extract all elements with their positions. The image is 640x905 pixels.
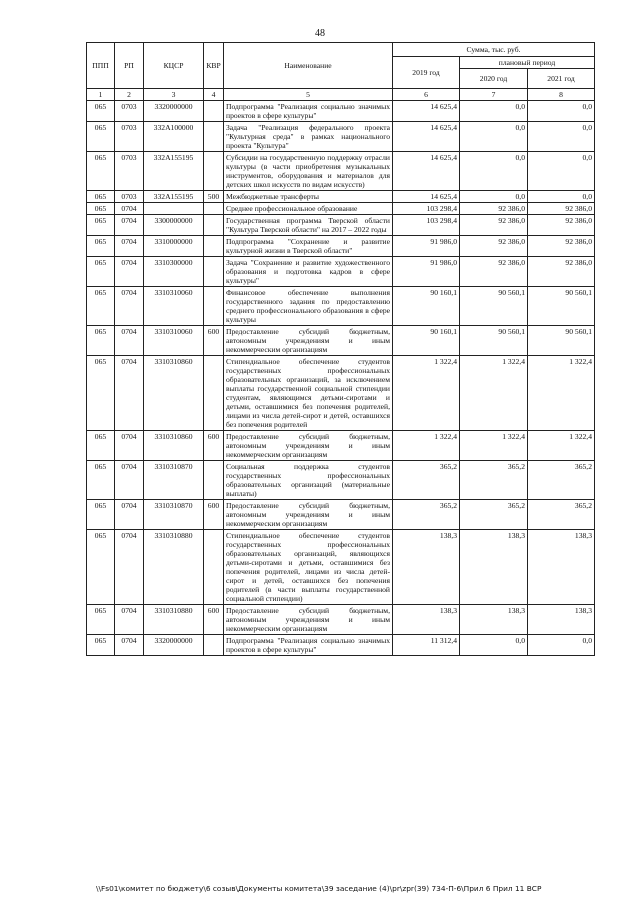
cell-name: Среднее профессиональное образование (224, 203, 393, 215)
table-row (87, 215, 595, 236)
cell-kvr (204, 530, 224, 605)
cell-kcsr: 3310000000 (144, 236, 204, 257)
cell-kcsr: 3310310060 (144, 287, 204, 326)
header-ppp: ППП (87, 43, 115, 89)
header-rp: РП (115, 43, 144, 89)
cell-amount-2019: 14 625,4 (393, 152, 460, 191)
table-header (87, 43, 595, 101)
cell-ppp: 065 (87, 152, 115, 191)
cell-name: Государственная программа Тверской области "Культура Тверской области" на 2017 – 2022 годы (224, 215, 393, 236)
column-number: 2 (115, 89, 144, 101)
cell-amount-2019: 11 312,4 (393, 635, 460, 656)
cell-rp: 0704 (115, 326, 144, 356)
cell-kcsr: 3310310870 (144, 500, 204, 530)
cell-amount-2019: 14 625,4 (393, 191, 460, 203)
cell-amount-2020: 0,0 (460, 635, 528, 656)
cell-amount-2019: 365,2 (393, 461, 460, 500)
table-row (87, 635, 595, 656)
cell-amount-2019: 1 322,4 (393, 356, 460, 431)
table-row (87, 356, 595, 431)
cell-rp: 0704 (115, 257, 144, 287)
cell-kvr: 600 (204, 431, 224, 461)
cell-kvr (204, 287, 224, 326)
table-row (87, 530, 595, 605)
cell-kcsr: 3310310860 (144, 431, 204, 461)
table-row (87, 326, 595, 356)
cell-amount-2020: 0,0 (460, 191, 528, 203)
cell-ppp: 065 (87, 461, 115, 500)
cell-amount-2019: 90 160,1 (393, 326, 460, 356)
cell-amount-2020: 92 386,0 (460, 203, 528, 215)
cell-amount-2020: 90 560,1 (460, 287, 528, 326)
cell-amount-2021: 92 386,0 (528, 257, 595, 287)
cell-name: Стипендиальное обеспечение студентов государственных профессиональных образовательных организаций, за исключением выплаты государственной социальной стипендии студентам, являющимся детьми-сиротами и детьми, оставшимися без попечения родителей, лицами из числа детей-сирот и детей, оставшихся без попечения родителей (224, 356, 393, 431)
cell-name: Социальная поддержка студентов государственных профессиональных образовательных организаций (материальные выплаты) (224, 461, 393, 500)
table-row (87, 122, 595, 152)
cell-amount-2019: 90 160,1 (393, 287, 460, 326)
cell-kcsr (144, 203, 204, 215)
header-year-2021: 2021 год (528, 69, 595, 89)
cell-kvr: 600 (204, 500, 224, 530)
cell-kvr: 600 (204, 326, 224, 356)
column-number: 6 (393, 89, 460, 101)
cell-amount-2021: 0,0 (528, 101, 595, 122)
column-number: 1 (87, 89, 115, 101)
cell-amount-2021: 0,0 (528, 122, 595, 152)
cell-ppp: 065 (87, 101, 115, 122)
cell-kvr: 600 (204, 605, 224, 635)
cell-name: Предоставление субсидий бюджетным, автономным учреждениям и иным некоммерческим организациям (224, 500, 393, 530)
cell-rp: 0704 (115, 635, 144, 656)
cell-kvr (204, 356, 224, 431)
cell-amount-2019: 103 298,4 (393, 215, 460, 236)
cell-ppp: 065 (87, 500, 115, 530)
cell-name: Предоставление субсидий бюджетным, автономным учреждениям и иным некоммерческим организациям (224, 431, 393, 461)
cell-amount-2020: 365,2 (460, 500, 528, 530)
cell-amount-2019: 103 298,4 (393, 203, 460, 215)
cell-name: Стипендиальное обеспечение студентов государственных профессиональных образовательных организаций, являющихся детьми-сиротами и детьми, оставшимися без попечения родителей, лицами из числа детей-сирот и детей, оставшихся без попечения родителей (в части выплаты государственной социальной стипендии) (224, 530, 393, 605)
table-row (87, 203, 595, 215)
cell-amount-2020: 1 322,4 (460, 431, 528, 461)
table-row (87, 101, 595, 122)
footer-file-path: \\Fs01\комитет по бюджету\6 созыв\Документы комитета\39 заседание (4)\pr\zpr(39) 734-П-6\Прил 6 Прил 11 ВСР (96, 884, 542, 893)
column-number: 5 (224, 89, 393, 101)
cell-amount-2020: 138,3 (460, 605, 528, 635)
cell-kcsr: 3310310060 (144, 326, 204, 356)
cell-amount-2021: 0,0 (528, 152, 595, 191)
cell-kvr (204, 461, 224, 500)
cell-rp: 0704 (115, 356, 144, 431)
cell-kvr (204, 203, 224, 215)
cell-rp: 0704 (115, 431, 144, 461)
budget-table (86, 42, 595, 656)
cell-amount-2019: 14 625,4 (393, 101, 460, 122)
cell-amount-2021: 90 560,1 (528, 287, 595, 326)
cell-ppp: 065 (87, 236, 115, 257)
cell-kcsr: 332А100000 (144, 122, 204, 152)
cell-amount-2021: 365,2 (528, 500, 595, 530)
cell-amount-2020: 92 386,0 (460, 215, 528, 236)
cell-rp: 0704 (115, 215, 144, 236)
cell-name: Подпрограмма "Реализация социально значимых проектов в сфере культуры" (224, 101, 393, 122)
cell-amount-2020: 90 560,1 (460, 326, 528, 356)
cell-rp: 0704 (115, 605, 144, 635)
cell-kvr (204, 635, 224, 656)
cell-rp: 0703 (115, 152, 144, 191)
cell-rp: 0703 (115, 122, 144, 152)
table-row (87, 461, 595, 500)
column-number: 8 (528, 89, 595, 101)
cell-amount-2021: 138,3 (528, 530, 595, 605)
table-row (87, 605, 595, 635)
cell-ppp: 065 (87, 257, 115, 287)
cell-kvr: 500 (204, 191, 224, 203)
cell-amount-2019: 91 986,0 (393, 257, 460, 287)
header-year-2019: 2019 год (393, 57, 460, 89)
cell-amount-2019: 91 986,0 (393, 236, 460, 257)
page-number: 48 (315, 28, 325, 39)
cell-amount-2020: 0,0 (460, 122, 528, 152)
header-name: Наименование (224, 43, 393, 89)
cell-rp: 0704 (115, 500, 144, 530)
column-number: 7 (460, 89, 528, 101)
cell-kcsr: 3310310880 (144, 530, 204, 605)
cell-amount-2021: 365,2 (528, 461, 595, 500)
cell-name: Предоставление субсидий бюджетным, автономным учреждениям и иным некоммерческим организациям (224, 326, 393, 356)
table-row (87, 257, 595, 287)
cell-amount-2021: 92 386,0 (528, 236, 595, 257)
cell-rp: 0703 (115, 191, 144, 203)
cell-kvr (204, 101, 224, 122)
cell-amount-2021: 138,3 (528, 605, 595, 635)
table-row (87, 236, 595, 257)
cell-name: Подпрограмма "Реализация социально значимых проектов в сфере культуры" (224, 635, 393, 656)
header-kcsr: КЦСР (144, 43, 204, 89)
cell-kvr (204, 257, 224, 287)
cell-ppp: 065 (87, 326, 115, 356)
cell-amount-2021: 92 386,0 (528, 203, 595, 215)
cell-amount-2020: 0,0 (460, 152, 528, 191)
cell-amount-2020: 138,3 (460, 530, 528, 605)
cell-amount-2019: 14 625,4 (393, 122, 460, 152)
cell-ppp: 065 (87, 530, 115, 605)
table-row (87, 152, 595, 191)
cell-amount-2021: 0,0 (528, 635, 595, 656)
cell-amount-2021: 92 386,0 (528, 215, 595, 236)
header-planned-period: плановый период (460, 57, 595, 69)
table-row (87, 500, 595, 530)
header-year-2020: 2020 год (460, 69, 528, 89)
header-kvr: КВР (204, 43, 224, 89)
cell-amount-2020: 0,0 (460, 101, 528, 122)
cell-amount-2021: 1 322,4 (528, 356, 595, 431)
cell-name: Задача "Реализация федерального проекта "Культурная среда" в рамках национального проекта "Культура" (224, 122, 393, 152)
cell-ppp: 065 (87, 431, 115, 461)
table-row (87, 431, 595, 461)
cell-ppp: 065 (87, 191, 115, 203)
table-body (87, 101, 595, 656)
cell-name: Задача "Сохранение и развитие художественного образования и подготовка кадров в сфере культуры" (224, 257, 393, 287)
cell-rp: 0704 (115, 461, 144, 500)
cell-kcsr: 3320000000 (144, 101, 204, 122)
cell-ppp: 065 (87, 215, 115, 236)
cell-kcsr: 332А155195 (144, 152, 204, 191)
cell-kcsr: 332А155195 (144, 191, 204, 203)
cell-amount-2021: 90 560,1 (528, 326, 595, 356)
cell-ppp: 065 (87, 287, 115, 326)
cell-rp: 0704 (115, 236, 144, 257)
column-number: 3 (144, 89, 204, 101)
column-numbers-row (87, 89, 595, 101)
cell-ppp: 065 (87, 605, 115, 635)
cell-rp: 0704 (115, 530, 144, 605)
cell-name: Межбюджетные трансферты (224, 191, 393, 203)
cell-amount-2019: 138,3 (393, 605, 460, 635)
column-number: 4 (204, 89, 224, 101)
cell-rp: 0703 (115, 101, 144, 122)
cell-name: Субсидии на государственную поддержку отрасли культуры (в части приобретения музыкальных инструментов, оборудования и материалов для детских школ искусств по видам искусств) (224, 152, 393, 191)
cell-kcsr: 3320000000 (144, 635, 204, 656)
cell-amount-2020: 365,2 (460, 461, 528, 500)
cell-ppp: 065 (87, 203, 115, 215)
cell-amount-2019: 1 322,4 (393, 431, 460, 461)
cell-ppp: 065 (87, 356, 115, 431)
table-row (87, 191, 595, 203)
cell-kcsr: 3310300000 (144, 257, 204, 287)
cell-amount-2019: 138,3 (393, 530, 460, 605)
cell-ppp: 065 (87, 122, 115, 152)
cell-kvr (204, 122, 224, 152)
cell-amount-2020: 92 386,0 (460, 236, 528, 257)
cell-rp: 0704 (115, 203, 144, 215)
cell-kcsr: 3310310870 (144, 461, 204, 500)
cell-name: Предоставление субсидий бюджетным, автономным учреждениям и иным некоммерческим организациям (224, 605, 393, 635)
cell-amount-2020: 1 322,4 (460, 356, 528, 431)
cell-kvr (204, 152, 224, 191)
cell-amount-2020: 92 386,0 (460, 257, 528, 287)
cell-kvr (204, 236, 224, 257)
cell-kcsr: 3310310860 (144, 356, 204, 431)
cell-amount-2021: 1 322,4 (528, 431, 595, 461)
cell-name: Финансовое обеспечение выполнения государственного задания по предоставлению среднего профессионального образования в сфере культуры (224, 287, 393, 326)
cell-kcsr: 3300000000 (144, 215, 204, 236)
cell-kcsr: 3310310880 (144, 605, 204, 635)
cell-name: Подпрограмма "Сохранение и развитие культурной жизни в Тверской области" (224, 236, 393, 257)
cell-ppp: 065 (87, 635, 115, 656)
table-row (87, 287, 595, 326)
header-sum: Сумма, тыс. руб. (393, 43, 595, 57)
cell-kvr (204, 215, 224, 236)
cell-amount-2021: 0,0 (528, 191, 595, 203)
cell-rp: 0704 (115, 287, 144, 326)
cell-amount-2019: 365,2 (393, 500, 460, 530)
